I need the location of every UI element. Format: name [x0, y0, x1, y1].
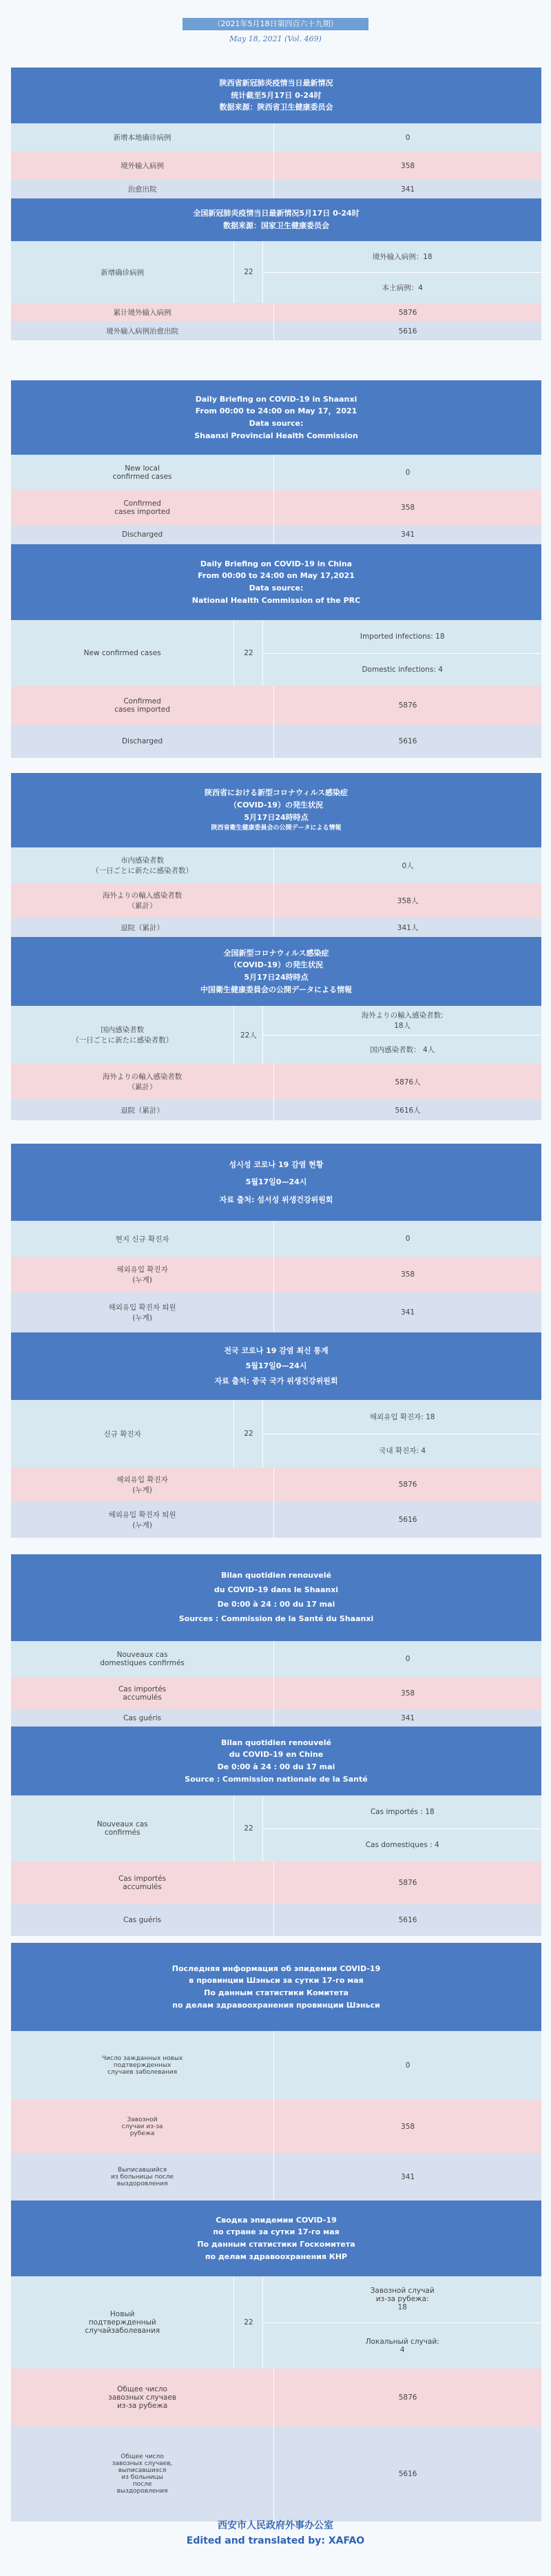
footer [0, 2518, 551, 2548]
footer-credit: Edited and translated by: XAFAO [186, 2535, 365, 2546]
ja-china-header: 全国新型コロナウィルス感染症 （COVID-19）の発生状況 5月17日24時時点 中国衛生健康委員会の公開データによる情報 [11, 937, 541, 1006]
zh-china-new: 新增确诊病例 22 境外输入病例：18 本土病例：4 [11, 241, 541, 303]
zh-china-discharged: 境外输入病例治愈出院 5616 [11, 322, 541, 340]
section-fr: Bilan quotidien renouvelé du COVID-19 dans le Shaanxi De 0:00 à 24 : 00 du 17 mai Sources : Commission de la Santé du Shaanxi Nouveaux cas domestiques confirmés 0 Cas importés accumulés 358 Cas guéris 341 Bilan quotidien renouvelé du COVID-19 en Chine De 0:00 à 24 : 00 du 17 mai Source : Commission nationale de la Santé Nouveaux cas confirmés 22 Cas importés : 18 Cas domestiques : 4 Cas importés accumulés 5876 Cas guéris 5616 [11, 1554, 541, 1936]
en-shaanxi-header: Daily Briefing on COVID-19 in Shaanxi From 00:00 to 24:00 on May 17，2021 Data source: Shaanxi Provincial Health Commission [11, 380, 541, 455]
en-china-header: Daily Briefing on COVID-19 in China From 00:00 to 24:00 on May 17,2021 Data source: National Health Commission of the PRC [11, 544, 541, 620]
ko-china-header: 전국 코로나 19 감염 최신 통계 5월17일0—24시 자료 출처: 중국 국가 위생건강위원회 [11, 1332, 541, 1400]
section-zh [11, 68, 541, 340]
ja-shaanxi-header: 陝西省における新型コロナウィルス感染症 （COVID-19）の発生状況 5月17日24時時点 陝西省衛生健康委員会の公開データによる情報 [11, 773, 541, 847]
issue-date-en: May 18, 2021 (Vol. 469) [229, 34, 322, 43]
fr-shaanxi-header: Bilan quotidien renouvelé du COVID-19 dans le Shaanxi De 0:00 à 24 : 00 du 17 mai Sources : Commission de la Santé du Shaanxi [11, 1554, 541, 1641]
section-ko: 성시성 코로나 19 감염 현황 5월17일0—24시 자료 출처: 섬서성 위생건강위원회 현지 신규 확진자 0 해외유입 확진자 (누계) 358 해외유입 확진자 퇴원 (누계) 341 전국 코로나 19 감염 최신 통계 5월17일0—24시 자료 출처: 중국 국가 위생건강위원회 신규 확진자 22 해외유입 확진자: 18 국내 확진자: 4 해외유입 확진자 (누계) 5876 해외유입 확진자 퇴원 (누계) 5616 [11, 1144, 541, 1538]
ko-shaanxi-header: 성시성 코로나 19 감염 현황 5월17일0—24시 자료 출처: 섬서성 위생건강위원회 [11, 1144, 541, 1221]
fr-china-header: Bilan quotidien renouvelé du COVID-19 en Chine De 0:00 à 24 : 00 du 17 mai Source : Commission nationale de la Santé [11, 1727, 541, 1795]
section-ru: Последняя информация об эпидемии COVID-19 в провинции Шэньси за сутки 17-го мая По данным статистики Комитета по делам здравоохранения провинции Шэньси Число зажданных новых подтвержденных случаев заболевания 0 Завозной случаи из-за рубежа 358 Выписавшийся из больницы после выздоровления 341 Сводка эпидемии COVID-19 по стране за сутки 17-го мая По данным статистики Госкомитета по делам здравоохранения КНР Новый подтвержденный случайзаболевания 22 Завозной случай из-за рубежа: 18 Локальный случай: 4 Общее число завозных случаев из-за рубежа 5876 Общее число завозных случаев, выписавшихся из больницы после выздоровления 5616 [11, 1943, 541, 2522]
zh-shaanxi-header: 陕西省新冠肺炎疫情当日最新情况 统计截至5月17日 0-24时 数据来源：陕西省卫生健康委员会 [11, 68, 541, 123]
ru-china-header: Сводка эпидемии COVID-19 по стране за сутки 17-го мая По данным статистики Госкомитета по делам здравоохранения КНР [11, 2201, 541, 2276]
section-ja: 陝西省における新型コロナウィルス感染症 （COVID-19）の発生状況 5月17日24時時点 陝西省衛生健康委員会の公開データによる情報 市内感染者数 （一日ごとに新たに感染者数） 0人 海外よりの輸入感染者数 （累計） 358人 退院（累計） 341人 全国新型コロナウィルス感染症 （COVID-19）の発生状況 5月17日24時時点 中国衛生健康委員会の公開データによる情報 国内感染者数 （一日ごとに新たに感染者数） 22人 海外よりの輸入感染者数: 18人 国内感染者数： 4人 海外よりの輸入感染者数 （累計） 5876人 退院（累計） 5616人 [11, 773, 541, 1120]
zh-china-imported: 累计境外输入病例 5876 [11, 303, 541, 322]
footer-org: 西安市人民政府外事办公室 [218, 2520, 333, 2531]
zh-row-imported: 境外输入病例 358 [11, 152, 541, 180]
zh-row-discharged: 治愈出院 341 [11, 180, 541, 198]
ru-shaanxi-header: Последняя информация об эпидемии COVID-19 в провинции Шэньси за сутки 17-го мая По данным статистики Комитета по делам здравоохранения провинции Шэньси [11, 1943, 541, 2031]
issue-badge: （2021年5月18日第四百六十九期） [183, 18, 368, 30]
section-en: Daily Briefing on COVID-19 in Shaanxi From 00:00 to 24:00 on May 17，2021 Data source: Shaanxi Provincial Health Commission New local confirmed cases 0 Confirmed cases imported 358 Discharged 341 Daily Briefing on COVID-19 in China From 00:00 to 24:00 on May 17,2021 Data source: National Health Commission of the PRC New confirmed cases 22 Imported infections: 18 Domestic infections: 4 Confirmed cases imported 5876 Discharged 5616 [11, 380, 541, 758]
zh-china-header: 全国新冠肺炎疫情当日最新情况5月17日 0-24时 数据来源：国家卫生健康委员会 [11, 198, 541, 241]
zh-row-local: 新增本地确诊病例 0 [11, 123, 541, 152]
